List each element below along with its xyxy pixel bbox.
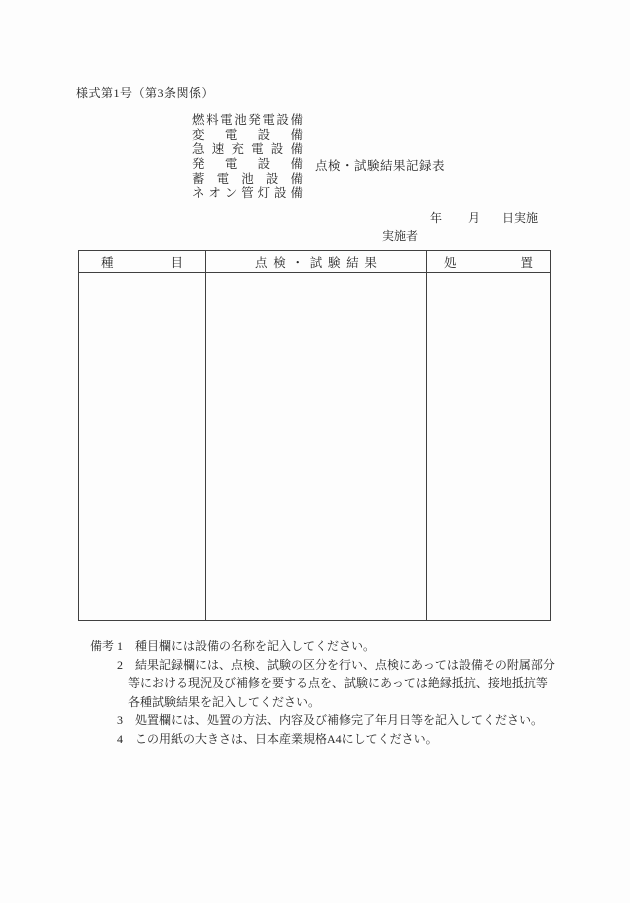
- column-header-result-label: 点 検 ・ 試 験 結 果: [255, 255, 377, 270]
- column-header-category: [79, 251, 206, 272]
- action-entry-cell: [427, 273, 550, 620]
- note-text: 処置欄には、処置の方法、内容及び補修完了年月日等を記入してください。: [135, 713, 544, 727]
- equipment-item-transformer: 変 電 設 備: [192, 127, 303, 142]
- column-header-category-label: 種 目: [101, 255, 183, 270]
- equipment-type-list: [192, 114, 303, 202]
- day-implemented-label: 日実施: [502, 211, 539, 225]
- note-row-3: [90, 711, 555, 730]
- note-row-2-continuation-2: [90, 693, 555, 712]
- note-text: 各種試験結果を記入してください。: [128, 694, 321, 709]
- equipment-item-neon-lamp: ネ オ ン 管 灯 設 備: [192, 186, 303, 201]
- document-title: 点検・試験結果記録表: [315, 159, 446, 173]
- note-row-4: [90, 730, 555, 749]
- note-number: 1: [117, 639, 123, 653]
- form-number-label: 様式第1号（第3条関係）: [76, 86, 215, 100]
- equipment-item-quick-charge: 急 速 充 電 設 備: [192, 142, 303, 157]
- column-header-action: [427, 251, 550, 272]
- note-text: この用紙の大きさは、日本産業規格A4にしてください。: [135, 731, 438, 746]
- column-header-result: [206, 251, 427, 272]
- note-text: 種目欄には設備の名称を記入してください。: [135, 639, 376, 653]
- notes-label: 備考: [90, 639, 115, 653]
- note-row-2: [90, 656, 555, 675]
- note-text: 等における現況及び補修を要する点を、試験にあっては絶縁抵抗、接地抵抗等: [128, 676, 548, 690]
- inspection-record-table: [78, 250, 551, 621]
- equipment-item-generator: 発 電 設 備: [192, 157, 303, 172]
- note-number: 4: [117, 731, 123, 746]
- note-row-2-continuation: [90, 674, 555, 693]
- executor-label: 実施者: [382, 229, 419, 243]
- equipment-item-storage-battery: 蓄 電 池 設 備: [192, 171, 303, 186]
- note-row-1: [90, 637, 555, 656]
- note-text: 結果記録欄には、点検、試験の区分を行い、点検にあっては設備その附属部分: [135, 657, 555, 672]
- year-label: 年: [430, 211, 443, 225]
- result-entry-cell: [206, 273, 427, 620]
- table-body-row: [79, 273, 550, 620]
- category-entry-cell: [79, 273, 206, 620]
- note-number: 2: [117, 657, 123, 672]
- equipment-item-fuel-cell: 燃 料 電 池 発 電 設 備: [192, 113, 303, 127]
- column-header-action-label: 処 置: [444, 255, 533, 270]
- table-header-row: [79, 251, 550, 273]
- month-label: 月: [468, 211, 481, 225]
- notes-section: [90, 637, 555, 748]
- note-number: 3: [117, 713, 123, 727]
- implementation-date-line: [0, 209, 630, 223]
